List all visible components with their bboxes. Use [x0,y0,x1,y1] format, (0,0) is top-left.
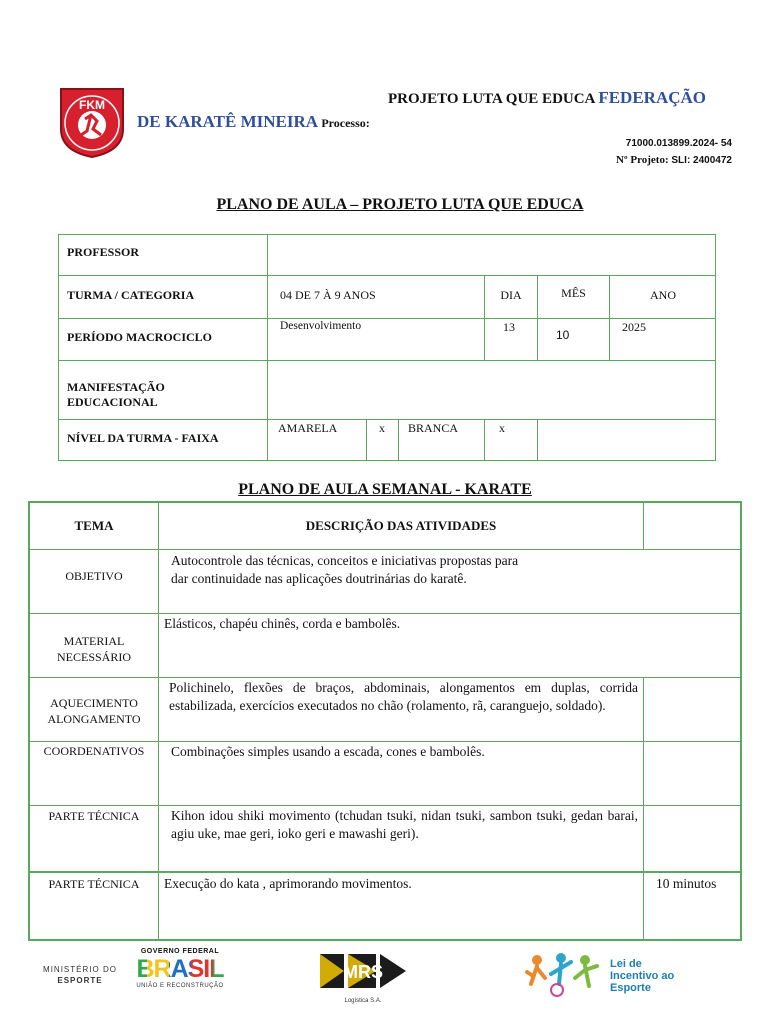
fkm-logo [57,85,127,159]
periodo-value: Desenvolvimento [268,319,485,361]
tema-aquecimento-line1: AQUECIMENTO [50,696,138,710]
header-federation-rest: DE KARATÊ MINEIRA [137,112,318,131]
tema-objetivo: OBJETIVO [30,550,159,614]
manifestacao-label-line1: MANIFESTAÇÃO [67,380,165,394]
desc-objetivo [159,550,740,614]
lei-line2: Incentivo ao [610,970,675,982]
mrs-mark-icon [318,950,408,992]
dia-value: 13 [485,319,538,361]
processo-number: 71000.013899.2024- 54 [625,138,732,149]
desc-material: Elásticos, chapéu chinês, corda e bambolês. [159,614,740,678]
periodo-label: PERÍODO MACROCICLO [59,319,268,361]
tema-material [30,614,159,678]
lei-incentivo-figures [523,950,603,998]
time-parte-tecnica-1 [644,806,740,872]
desc-aquecimento: Polichinelo, flexões de braços, abdominais, alongamentos em duplas, corrida estabilizada, exercícios executados no chão (rolamento, rã, caranguejo, soldado). [159,678,644,742]
tema-parte-tecnica-1: PARTE TÉCNICA [30,806,159,872]
governo-label: GOVERNO FEDERAL [140,948,220,955]
col-descricao: DESCRIÇÃO DAS ATIVIDADES [159,503,644,550]
desc-parte-tecnica-2: Execução do kata , aprimorando movimentos. [159,872,644,939]
governo-federal-logo [125,948,235,1000]
ano-label: ANO [610,276,716,319]
header-federation [137,112,370,132]
col-tema: TEMA [30,503,159,550]
lei-line3: Esporte [610,982,651,994]
weekly-table [28,501,742,941]
header-project-title: PROJETO LUTA QUE EDUCA [388,91,595,107]
athletes-icon [523,950,603,998]
desc-objetivo-line1: Autocontrole das técnicas, conceitos e iniciativas propostas para [171,553,519,568]
professor-label: PROFESSOR [59,235,268,276]
ano-value: 2025 [610,319,716,361]
header-title [388,88,706,108]
projeto-line [616,154,732,166]
manifestacao-label [59,361,268,420]
time-aquecimento [644,678,740,742]
lei-incentivo-text [610,958,674,994]
projeto-number: SLI: 2400472 [671,155,732,166]
projeto-label: Nº Projeto: [616,154,669,166]
tema-parte-tecnica-2: PARTE TÉCNICA [30,872,159,939]
nivel-label: NÍVEL DA TURMA - FAIXA [59,420,268,461]
processo-label: Processo: [321,116,370,130]
dia-label: DIA [485,276,538,319]
manifestacao-value [268,361,716,420]
faixa-amarela-mark: x [367,420,399,461]
plan-title: PLANO DE AULA – PROJETO LUTA QUE EDUCA [216,196,584,213]
mes-label: MÊS [538,276,610,319]
ministerio-logo [42,964,118,986]
faixa-branca: BRANCA [399,420,485,461]
tema-material-line1: MATERIAL [63,634,125,648]
desc-objetivo-line2: dar continuidade nas aplicações doutrinárias do karatê. [171,571,467,586]
faixa-amarela: AMARELA [268,420,367,461]
ministerio-line2: ESPORTE [57,976,103,985]
tema-coordenativos: COORDENATIVOS [30,742,159,806]
faixa-empty [538,420,716,461]
turma-label: TURMA / CATEGORIA [59,276,268,319]
mrs-text: MRS [343,962,383,982]
mes-value: 10 [538,319,610,361]
header-federation-word: FEDERAÇÃO [598,88,706,107]
brasil-wordmark: BRASIL [125,955,235,983]
mrs-logo [318,950,408,1002]
time-coordenativos [644,742,740,806]
info-table [58,234,716,461]
weekly-title: PLANO DE AULA SEMANAL - KARATE [238,481,532,498]
professor-value [268,235,716,276]
logo-text: FKM [79,98,105,112]
turma-value: 04 DE 7 À 9 ANOS [268,276,485,319]
ministerio-line1: MINISTÉRIO DO [43,965,117,974]
tema-aquecimento-line2: ALONGAMENTO [47,712,141,726]
desc-coordenativos: Combinações simples usando a escada, cones e bambolês. [159,742,644,806]
time-parte-tecnica-2: 10 minutos [644,872,740,939]
desc-parte-tecnica-1: Kihon idou shiki movimento (tchudan tsuki, nidan tsuki, sambon tsuki, gedan barai, agiu uke, mae geri, ioko geri e mawashi geri). [159,806,644,872]
mrs-sub: Logística S.A. [344,998,382,1004]
col-time [644,503,740,550]
tema-material-line2: NECESSÁRIO [56,650,131,664]
uniao-label: UNIÃO E RECONSTRUÇÃO [136,983,224,989]
lei-line1: Lei de [610,958,642,970]
manifestacao-label-line2: EDUCACIONAL [67,395,158,409]
faixa-branca-mark: x [485,420,538,461]
tema-aquecimento [30,678,159,742]
